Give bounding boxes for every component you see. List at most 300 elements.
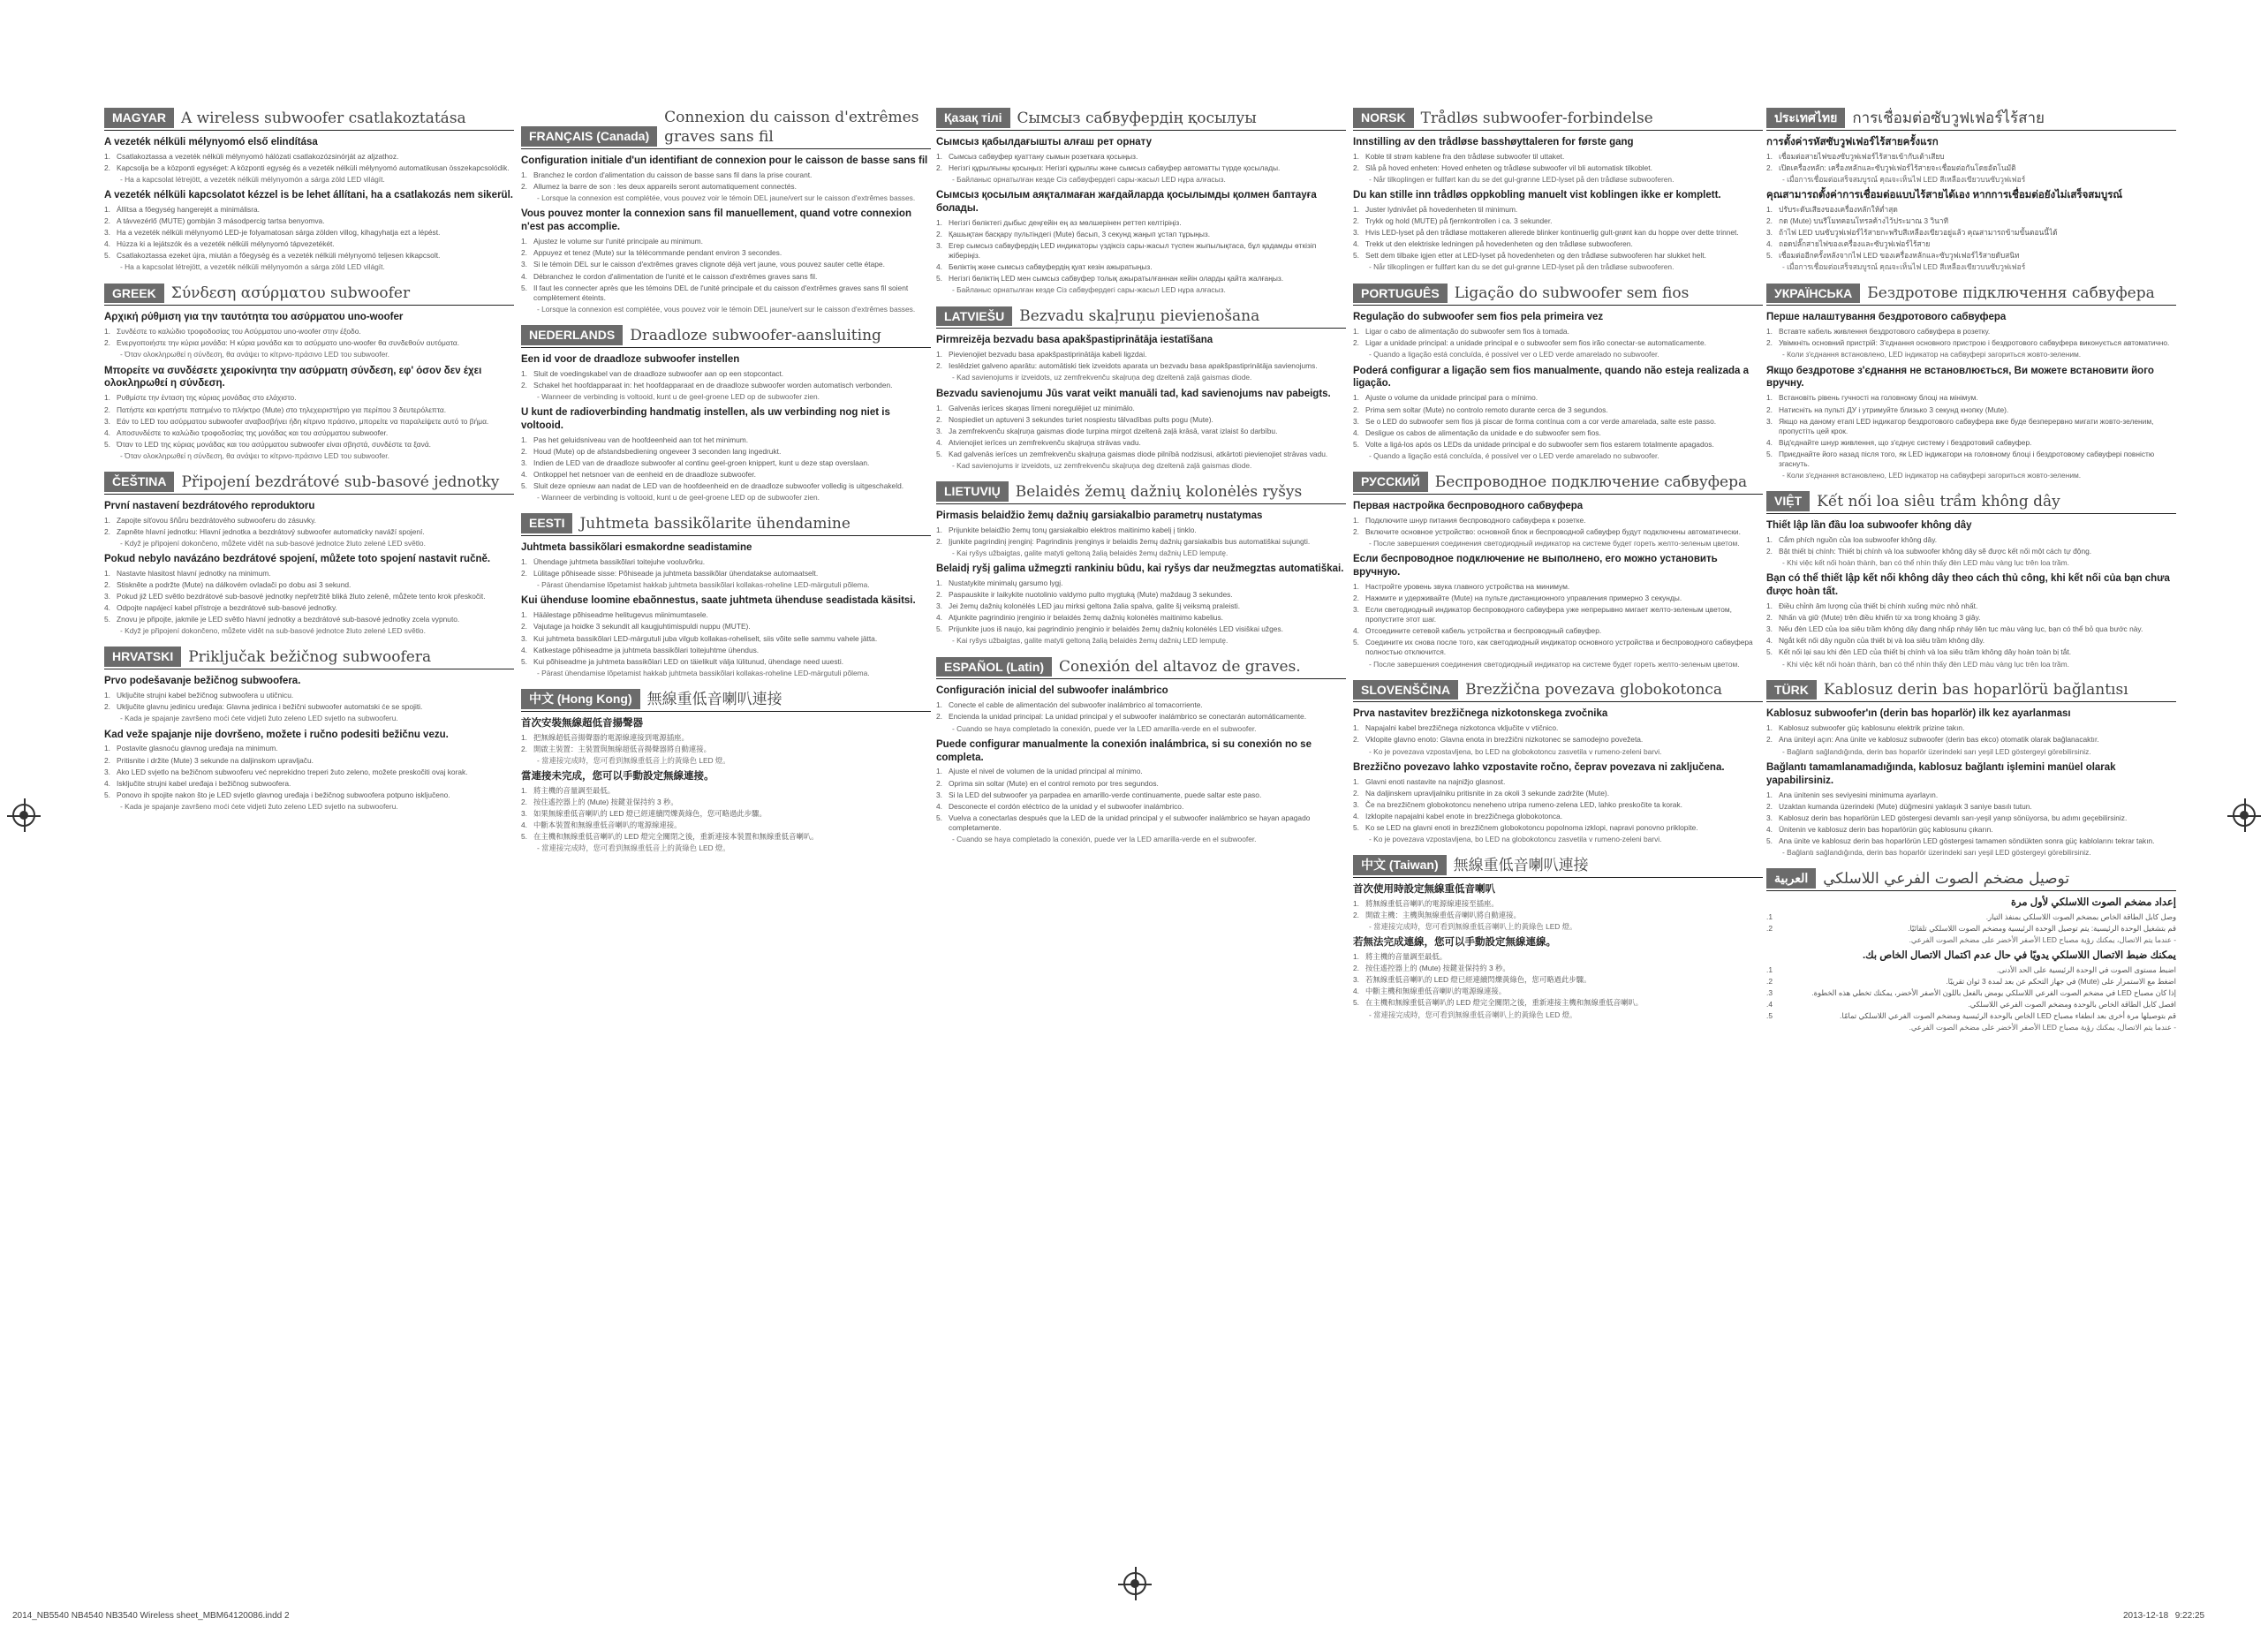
- subheading: Первая настройка беспроводного сабвуфера: [1353, 500, 1584, 511]
- step-text: Від'єднайте шнур живлення, що з'єднує систему і бездротовий сабвуфер.: [1779, 437, 2032, 447]
- section-title: Kết nối loa siêu trầm không dây: [1817, 492, 2060, 510]
- step-item: 2. Включите основное устройство: основной блок и беспроводной сабвуфер будут подключены автоматически.: [1353, 526, 1741, 536]
- step-text: Ενεργοποιήστε την κύρια μονάδα: Η κύρια μονάδα και το ασύρματο uno-woofer θα συνδεθούν αυτόματα.: [117, 338, 460, 348]
- subheading: Innstilling av den trådløse basshøyttaleren for første gang: [1353, 136, 1634, 147]
- step-item: 4. Atjunkite pagrindinio įrenginio ir belaidės žemų dažnių kolonėlės maitinimo kabelius.: [936, 613, 1223, 623]
- step-item: 2. Πατήστε και κρατήστε πατημένο το πλήκτρο (Mute) στο τηλεχειριστήριο για περίπου 3 δευτερόλεπτα.: [104, 405, 447, 414]
- step-list: [1353, 516, 1763, 537]
- language-tag: VIỆT: [1766, 491, 1810, 511]
- step-text: Uključite strujni kabel bežičnog subwoofera u utičnicu.: [117, 691, 294, 700]
- step-text: 開啟主裝置：主裝置與無線超低音揚聲器將自動連接。: [533, 744, 711, 753]
- step-item: 2. A távvezérlő (MUTE) gombján 3 másodpercig tartsa benyomva.: [104, 216, 325, 226]
- column-2: [521, 108, 931, 1521]
- subheading: Якщо бездротове з'єднання не встановлюється, Ви можете встановити його вручну.: [1766, 365, 2154, 389]
- step-item: 2. 開啟主裝置：主裝置與無線超低音揚聲器將自動連接。: [521, 744, 711, 753]
- step-item: 2. Lülitage põhiseade sisse: Põhiseade ja juhtmeta bassikõlar ühendatakse automaatselt.: [521, 569, 819, 579]
- subheading: Сымсыз қосылым аяқталмаған жағдайларда қосылымды қолмен баптауға болады.: [936, 190, 1317, 214]
- step-text: Houd (Mute) op de afstandsbediening ongeveer 3 seconden lang ingedrukt.: [533, 446, 782, 456]
- language-tag: ประเทศไทย: [1766, 108, 1845, 128]
- step-list: [1353, 327, 1763, 348]
- subheading: Pirmasis belaidžio žemų dažnių garsiakalbio parametrų nustatymas: [936, 510, 1263, 521]
- subheading: يمكنك ضبط الاتصال اللاسلكي يدويًا في حال عدم اكتمال الاتصال الخاص بك.: [1862, 950, 2176, 962]
- note-text: - Lorsque la connexion est complétée, vous pouvez voir le témoin DEL jaune/vert sur le caisson d'extrêmes basses.: [537, 304, 916, 314]
- step-text: Nhấn và giữ (Mute) trên điều khiển từ xa trong khoảng 3 giây.: [1779, 613, 1981, 623]
- step-text: 如果無線重低音喇叭的 LED 燈已經連續閃爍黃綠色，您可略過此步驟。: [533, 809, 767, 819]
- step-text: Ha a vezeték nélküli mélynyomó LED-je folyamatosan sárga zölden villog, kihagyhatja ezt a lépést.: [117, 228, 441, 238]
- step-item: 3. Kablosuz derin bas hoparlörün LED göstergesi devamlı sarı-yeşil yanıp sönüyorsa, bu adımı geçebilirsiniz.: [1766, 813, 2128, 822]
- step-list: [521, 610, 931, 666]
- step-text: Включите основное устройство: основной блок и беспроводной сабвуфер будут подключены автоматически.: [1365, 526, 1741, 536]
- step-item: 1. 把無線超低音揚聲器的電源線連接到電源插座。: [521, 732, 689, 742]
- section-title: Ligação do subwoofer sem fios: [1454, 284, 1690, 303]
- step-text: اضغط مع الاستمرار على (Mute) في جهاز التحكم عن بعد لمدة 3 ثوان تقريبًا.: [1946, 977, 2176, 987]
- section-header: [104, 284, 514, 306]
- step-item: 2. Na daljinskem upravljalniku pritisnite in za okoli 3 sekunde zadržite (Mute).: [1353, 788, 1610, 798]
- language-section-norsk-0: [1353, 108, 1763, 273]
- step-list: [936, 526, 1346, 547]
- section-title: Draadloze subwoofer-aansluiting: [630, 326, 881, 344]
- subheading: Thiết lập lần đầu loa subwoofer không dây: [1766, 519, 1972, 531]
- step-text: Glavni enoti nastavite na najnižjo glasnost.: [1365, 776, 1506, 786]
- step-text: Kui põhiseadme ja juhtmeta bassikõlari LED on täielikult välja lülitunud, ühendage need uuesti.: [533, 656, 844, 666]
- step-item: 2. Bật thiết bị chính: Thiết bị chính và loa subwoofer không dây sẽ được kết nối một cách tự động.: [1766, 546, 2092, 556]
- subheading: Configuración inicial del subwoofer inalámbrico: [936, 685, 1168, 697]
- section-title: Сымсыз сабвуфердің қосылуы: [1017, 109, 1257, 127]
- step-item: 2. Appuyez et tenez (Mute) sur la télécommande pendant environ 3 secondes.: [521, 248, 782, 258]
- step-item: 2. Uključite glavnu jedinicu uređaja: Glavna jedinica i bežični subwoofer automatski će se spojiti.: [104, 702, 423, 712]
- step-text: เปิดเครื่องหลัก: เครื่องหลักและซับวูฟเฟอร์ไร้สายจะเชื่อมต่อกันโดยอัตโนมัติ: [1779, 163, 2016, 172]
- step-item: 5. Ponovo ih spojite nakon što je LED svjetlo glavnog uređaja i bežičnog subwoofera potpuno isključeno.: [104, 790, 450, 799]
- step-item: 4. افصل كابل الطاقة الخاص بالوحدة ومضخم الصوت الفرعي اللاسلكي.: [1766, 1000, 2176, 1010]
- section-title: 無線重低音喇叭連接: [646, 690, 782, 708]
- step-item: 4. Isključite strujni kabel uređaja i bežičnog subwoofera.: [104, 778, 291, 788]
- step-text: 將主機的音量調至最低。: [1365, 952, 1448, 962]
- step-text: Όταν το LED της κύριας μονάδας και του ασύρματου subwoofer είναι σβηστά, συνδέστε τα ξανά.: [117, 439, 432, 449]
- language-section-taiwan-4: [1353, 855, 1763, 1020]
- note-text: - Når tilkoplingen er fullført kan du se det gul-grønne LED-lyset på den trådløse subwooferen.: [1369, 262, 1675, 272]
- step-text: Pas het geluidsniveau van de hoofdeenheid aan tot het minimum.: [533, 435, 749, 444]
- step-text: Stiskněte a podržte (Mute) na dálkovém ovladači po dobu asi 3 sekund.: [117, 580, 352, 590]
- language-tag: 中文 (Taiwan): [1353, 855, 1447, 875]
- section-title: Бездротове підключення сабвуфера: [1867, 284, 2155, 303]
- step-text: Znovu je připojte, jakmile je LED světlo hlavní jednotky a bezdrátové sub-basové jednotky zcela vypnuto.: [117, 615, 460, 624]
- subheading: Bạn có thể thiết lập kết nối không dây theo cách thủ công, khi kết nối của bạn chưa được hoàn tất.: [1766, 573, 2170, 598]
- subheading: A vezeték nélküli kapcsolatot kézzel is be lehet állítani, ha a csatlakozás nem sikerül.: [104, 190, 513, 201]
- step-text: Сымсыз сабвуфер қуаттану сымын розеткаға қосыңыз.: [949, 151, 1138, 161]
- section-title: A wireless subwoofer csatlakoztatása: [180, 109, 466, 127]
- step-text: Atvienojiet ierīces un zemfrekvenču skaļruņa strāvas vadu.: [949, 437, 1141, 447]
- subheading: Configuration initiale d'un identifiant de connexion pour le caisson de basse sans fil: [521, 155, 928, 167]
- language-tag: 中文 (Hong Kong): [521, 689, 640, 709]
- subheading: Prvo podešavanje bežičnog subwoofera.: [104, 676, 301, 687]
- step-item: 5. Csatlakoztassa ezeket újra, miután a főegység és a vezeték nélküli mélynyomó teljesen kikapcsolt.: [104, 251, 441, 261]
- note-text: - Když je připojení dokončeno, můžete vidět na sub-basové jednotce žluto zelené LED světlo.: [120, 538, 426, 548]
- step-text: Häälestage põhiseadme helitugevus miinimumtasele.: [533, 610, 708, 620]
- subheading: Перше налаштування бездротового сабвуфера: [1766, 312, 2007, 323]
- note-text: - เมื่อการเชื่อมต่อเสร็จสมบูรณ์ คุณจะเห็นไฟ LED สีเหลืองเขียวบนซับวูฟเฟอร์: [1782, 174, 2026, 184]
- step-list: [1353, 777, 1763, 833]
- step-text: Zapněte hlavní jednotku: Hlavní jednotka a bezdrátový subwoofer automaticky naváží spojení.: [117, 526, 425, 536]
- step-list: [1353, 582, 1763, 658]
- step-text: Slå på hoved enheten: Hoved enheten og trådløse subwoofer vil bli automatisk tilkoblet.: [1365, 163, 1652, 172]
- note-text: - После завершения соединения светодиодный индикатор на системе будет гореть желто-зеленым цветом.: [1369, 659, 1740, 669]
- note-text: - Khi việc kết nối hoàn thành, bạn có thể nhìn thấy đèn LED màu vàng lục trên loa trầm.: [1782, 558, 2069, 568]
- step-list: [1766, 205, 2176, 261]
- step-text: 中斷本裝置和無線重低音喇叭的電源線連接。: [533, 821, 682, 830]
- section-header: [936, 657, 1346, 680]
- step-text: Sluit deze opnieuw aan nadat de LED van de hoofdeenheid en de draadloze subwoofer volledig is uitgeschakeld.: [533, 481, 904, 491]
- step-text: Ajuste el nivel de volumen de la unidad principal al mínimo.: [949, 767, 1143, 776]
- step-item: 1. Cắm phích nguồn của loa subwoofer không dây.: [1766, 534, 1938, 544]
- step-text: Prima sem soltar (Mute) no controlo remoto durante cerca de 3 segundos.: [1365, 405, 1608, 414]
- language-section-t-rk-3: [1766, 680, 2176, 858]
- step-item: 1. Ühendage juhtmeta bassikõlari toitejuhe vooluvõrku.: [521, 557, 706, 567]
- language-tag: MAGYAR: [104, 108, 174, 128]
- step-text: ถ้าไฟ LED บนซับวูฟเฟอร์ไร้สายกะพริบสีเหลืองเขียวอยู่แล้ว คุณสามารถข้ามขั้นตอนนี้ได้: [1779, 228, 2058, 238]
- language-tag: SLOVENŠČINA: [1353, 680, 1458, 700]
- step-list: [104, 152, 514, 173]
- subheading: Brezžično povezavo lahko vzpostavite ročno, čeprav povezava ni zaključena.: [1353, 761, 1725, 773]
- step-item: 1. Ρυθμίστε την ένταση της κύριας μονάδας στο ελάχιστο.: [104, 393, 297, 403]
- step-text: Uzaktan kumanda üzerindeki (Mute) düğmesini yaklaşık 3 saniye basılı tutun.: [1779, 801, 2032, 811]
- language-section-lietuvi-2: [936, 481, 1346, 647]
- column-1: [104, 108, 514, 1521]
- step-item: 5. قم بتوصيلها مرة أخرى بعد انطفاء مصباح LED الخاص بالوحدة الرئيسية ومضخم الصوت الفرعي اللاسلكي تمامًا.: [1766, 1011, 2176, 1021]
- step-item: 5. Volte a ligá-los após os LEDs da unidade principal e do subwoofer sem fios estarem totalmente apagados.: [1353, 439, 1714, 449]
- step-item: 4. 中斷主機和無線重低音喇叭的電源線連接。: [1353, 987, 1507, 996]
- step-text: Встановіть рівень гучності на головному блоці на мінімум.: [1779, 393, 1978, 403]
- step-item: 3. ถ้าไฟ LED บนซับวูฟเฟอร์ไร้สายกะพริบสีเหลืองเขียวอยู่แล้ว คุณสามารถข้ามขั้นตอนนี้ได้: [1766, 228, 2058, 238]
- step-text: Ligar o cabo de alimentação do subwoofer sem fios à tomada.: [1365, 327, 1569, 337]
- step-text: Nospiediet un aptuveni 3 sekundes turiet nospiestu tālvadības pults pogu (Mute).: [949, 414, 1213, 424]
- language-section-magyar-0: [104, 108, 514, 273]
- registration-mark-bottom: [1123, 1572, 1146, 1595]
- language-section-hong-kong-3: [521, 689, 931, 854]
- step-text: Ontkoppel het netsnoer van de eenheid en de draadloze subwoofer.: [533, 470, 756, 480]
- step-item: 5. Sluit deze opnieuw aan nadat de LED van de hoofdeenheid en de draadloze subwoofer volledig is uitgeschakeld.: [521, 481, 904, 491]
- step-item: 1. Zapojte síťovou šňůru bezdrátového subwooferu do zásuvky.: [104, 515, 316, 525]
- step-item: 5. Ko se LED na glavni enoti in brezžičnem globokotoncu popolnoma izklopi, napravi ponovno priklopite.: [1353, 822, 1698, 832]
- section-title: Беспроводное подключение сабвуфера: [1434, 473, 1748, 491]
- step-text: Қашықтан басқару пультіндегі (Mute) басып, 3 секунд жаңып ұстап тұрыңыз.: [949, 229, 1211, 238]
- step-list: [1766, 152, 2176, 173]
- section-header: [104, 647, 514, 669]
- section-title: Brezžična povezava globokotonca: [1465, 681, 1723, 700]
- step-item: 2. Trykk og hold (MUTE) på fjernkontrollen i ca. 3 sekunder.: [1353, 216, 1553, 226]
- language-tag: HRVATSKI: [104, 647, 181, 667]
- step-item: 1. Juster lydnivået på hovedenheten til minimum.: [1353, 204, 1518, 214]
- subheading: คุณสามารถตั้งค่าการเชื่อมต่อแบบไร้สายได้เอง หากการเชื่อมต่อยังไม่เสร็จสมบูรณ์: [1766, 190, 2123, 201]
- step-item: 1. Koble til strøm kablene fra den trådløse subwoofer til uttaket.: [1353, 151, 1565, 161]
- language-tag: NORSK: [1353, 108, 1414, 128]
- section-title: การเชื่อมต่อซับวูฟเฟอร์ไร้สาย: [1852, 109, 2045, 127]
- note-text: - Cuando se haya completado la conexión, puede ver la LED amarilla-verde en el subwoofer.: [952, 723, 1257, 733]
- step-text: Ana üniteyi açın: Ana ünite ve kablosuz subwoofer (derin bas ekco) otomatik olarak bağlanacaktır.: [1779, 735, 2099, 745]
- step-item: 1. Ajuste o volume da unidade principal para o mínimo.: [1353, 393, 1538, 403]
- step-text: Ünitenin ve kablosuz derin bas hoparlörün güç kablosunu çıkarın.: [1779, 824, 1993, 834]
- step-list: [1766, 601, 2176, 657]
- note-text: - Bağlantı sağlandığında, derin bas hoparlör üzerindeki sarı yeşil LED göstergeyi görebilirsiniz.: [1782, 847, 2091, 857]
- step-text: Kết nối lại sau khi đèn LED của thiết bị chính và loa siêu trầm không dây hoàn toàn bị tắt.: [1779, 647, 2072, 657]
- step-item: 5. Prijunkite juos iš naujo, kai pagrindinio įrenginio ir belaidės žemų dažnių kolonėlės LED visiškai užges.: [936, 624, 1283, 634]
- step-text: A távvezérlő (MUTE) gombján 3 másodpercig tartsa benyomva.: [117, 216, 325, 226]
- step-item: 1. Branchez le cordon d'alimentation du caisson de basse sans fil dans la prise courant.: [521, 170, 813, 180]
- step-item: 2. Увімкніть основний пристрій: З'єднання основного пристрою і бездротового сабвуфера виконується автоматично.: [1766, 338, 2170, 348]
- step-item: 2. Oprima sin soltar (Mute) en el control remoto por tres segundos.: [936, 778, 1159, 788]
- step-item: 1. Postavite glasnoću glavnog uređaja na minimum.: [104, 744, 278, 753]
- step-item: 3. 如果無線重低音喇叭的 LED 燈已經連續閃爍黃綠色，您可略過此步驟。: [521, 809, 767, 819]
- subheading: Bağlantı tamamlanamadığında, kablosuz bağlantı işlemini manüel olarak yapabilirsiniz.: [1766, 761, 2116, 786]
- step-text: 將主機的音量調至最低。: [533, 785, 616, 795]
- step-item: 1. Подключите шнур питания беспроводного сабвуфера к розетке.: [1353, 515, 1586, 525]
- step-list: [104, 516, 514, 537]
- language-tag: РУССКИЙ: [1353, 472, 1428, 492]
- step-text: Отсоедините сетевой кабель устройства и беспроводный сабвуфер.: [1365, 626, 1602, 636]
- step-item: 5. Il faut les connecter après que les témoins DEL de l'unité principale et du caisson d'extrêmes graves sans fil soient complètement éteints.: [521, 283, 909, 302]
- subheading: Puede configurar manualmente la conexión inalámbrica, si su conexión no se completa.: [936, 738, 1312, 763]
- step-item: 1. Điều chỉnh âm lượng của thiết bị chính xuống mức nhỏ nhất.: [1766, 601, 1978, 611]
- step-text: Приєднайте його назад після того, як LED індикатори на головному блоці і бездротовому сабвуфері повністю згаснуть.: [1779, 449, 2155, 468]
- step-text: Juster lydnivået på hovedenheten til minimum.: [1365, 204, 1518, 214]
- step-text: Негізгі бөліктегі дыбыс деңгейін ең аз мөлшерінен реттеп келтіріңіз.: [949, 217, 1182, 227]
- language-section-e-tina-2: [104, 472, 514, 637]
- subheading: Pokud nebylo navázáno bezdrátové spojení, můžete toto spojení nastavit ručně.: [104, 553, 491, 564]
- step-item: 2. Kapcsolja be a központi egységet: A központi egység és a vezeték nélküli mélynyomó automatikusan összekapcsolódik.: [104, 163, 510, 172]
- footer-timestamp: 2013-12-18 9:22:25: [2123, 1611, 2205, 1621]
- language-tag: УКРАЇНСЬКА: [1766, 284, 1860, 304]
- step-list: [1766, 790, 2176, 846]
- step-text: Uključite glavnu jedinicu uređaja: Glavna jedinica i bežični subwoofer automatski će se spojiti.: [117, 702, 423, 712]
- step-item: 1. Ajuste el nivel de volumen de la unidad principal al mínimo.: [936, 767, 1143, 776]
- step-text: Prijunkite belaidžio žemų tonų garsiakalbio elektros maitinimo kabelį į tinklo.: [949, 525, 1197, 534]
- step-item: 3. Če na brezžičnem globokotoncu neneheno utripa rumeno-zelena LED, lahko preskočite ta korak.: [1353, 799, 1682, 809]
- step-text: Állítsa a főegység hangerejét a minimálisra.: [117, 204, 260, 214]
- step-item: 2. Ligar a unidade principal: a unidade principal e o subwoofer sem fios irão conectar-se automaticamente.: [1353, 338, 1706, 348]
- step-text: Негізгі бөліктің LED мен сымсыз сабвуфер толық ажыратылғаннан кейін оларды қайта жалғаңыз.: [949, 274, 1284, 284]
- step-item: 3. Kui juhtmeta bassikõlari LED-märgutuli juba vilgub kollakas-roheliselt, siis võite selle sammu vahele jätta.: [521, 633, 878, 643]
- language-tag: العربية: [1766, 868, 1816, 889]
- note-text: - После завершения соединения светодиодный индикатор на системе будет гореть желто-зеленым цветом.: [1369, 538, 1740, 548]
- step-text: กด (Mute) บนรีโมทคอนโทรลค้างไว้ประมาณ 3 วินาที: [1779, 216, 1949, 226]
- step-item: 2. Stiskněte a podržte (Mute) na dálkovém ovladači po dobu asi 3 sekund.: [104, 580, 352, 590]
- note-text: - 當連接完成時，您可看到無線重低音喇叭上的黃綠色 LED 燈。: [1369, 1010, 1577, 1019]
- language-tag: Қазақ тілі: [936, 108, 1010, 128]
- subheading: 首次使用時設定無線重低音喇叭: [1353, 883, 1495, 895]
- note-text: - Kai ryšys užbaigtas, galite matyti geltoną žalią belaidės žemų dažnių LED lemputę.: [952, 548, 1228, 557]
- section-header: [1353, 284, 1763, 306]
- note-text: - Байланыс орнатылған кезде Сіз сабвуфердегі сары-жасыл LED нұра алғасыз.: [952, 285, 1226, 295]
- step-list: [104, 744, 514, 799]
- step-text: Schakel het hoofdapparaat in: het hoofdapparaat en de draadloze subwoofer worden automatisch verbonden.: [533, 380, 893, 389]
- subheading: Belaidį ryšį galima užmegzti rankiniu būdu, kai ryšys dar neužmegztas automatiškai.: [936, 563, 1344, 575]
- step-text: 開啟主機：主機與無線重低音喇叭將自動連接。: [1365, 910, 1521, 919]
- step-item: 2. Ieslēdziet galveno aparātu: automātiski tiek izveidots aparata un bezvadu basa apakšpastiprinātāja savienojums.: [936, 361, 1318, 371]
- language-section-vi-t-2: [1766, 491, 2176, 669]
- step-item: 1. Встановіть рівень гучності на головному блоці на мінімум.: [1766, 393, 1978, 403]
- step-item: 5. Sett dem tilbake igjen etter at LED-lyset på hovedenheten og den trådløse subwooferen har slukket helt.: [1353, 251, 1706, 261]
- step-text: Натисніть на пульті ДУ і утримуйте близько 3 секунд кнопку (Mute).: [1779, 405, 2009, 414]
- subheading: Poderá configurar a ligação sem fios manualmente, quando não esteja realizada a ligação.: [1353, 365, 1750, 389]
- step-item: 3. Ja zemfrekvenču skaļruņa gaismas diode turpina mirgot dzeltenā zaļā krāsā, varat izlaist šo darbību.: [936, 426, 1278, 435]
- step-item: 1. Συνδέστε το καλώδιο τροφοδοσίας του Ασύρματου uno-woofer στην έξοδο.: [104, 327, 361, 337]
- note-text: - Kad savienojums ir izveidots, uz zemfrekvenču skaļruņa deg dzeltenā zaļā gaismas diode.: [952, 373, 1252, 382]
- section-header: [521, 108, 931, 149]
- note-text: - Ko je povezava vzpostavljena, bo LED na globokotoncu zasvetila v rumeno-zeleni barvi.: [1369, 746, 1662, 756]
- step-text: Если светодиодный индикатор беспроводного сабвуфера уже непрерывно мигает желто-зеленым цветом, пропустите этот шаг.: [1365, 605, 1733, 624]
- step-text: Vuelva a conectarlas después que la LED de la unidad principal y el subwoofer inalámbrico se hayan apagado completamente.: [949, 813, 1311, 832]
- step-item: 5. Vuelva a conectarlas después que la LED de la unidad principal y el subwoofer inalámbrico se hayan apagado completamente.: [936, 813, 1311, 832]
- step-item: 4. Débranchez le cordon d'alimentation de l'unité et le caisson d'extrêmes graves sans fil.: [521, 271, 818, 281]
- language-section-lang-1: [1766, 284, 2176, 481]
- step-text: Si la LED del subwoofer ya parpadea en amarillo-verde continuamente, puede saltar este paso.: [949, 790, 1262, 799]
- step-text: Izklopite napajalni kabel enote in brezžičnega globokotonca.: [1365, 811, 1563, 821]
- subheading: Kad veže spajanje nije dovršeno, možete i ručno podesiti bežičnu vezu.: [104, 729, 449, 740]
- language-tag: TÜRK: [1766, 680, 1817, 700]
- note-text: - Lorsque la connexion est complétée, vous pouvez voir le témoin DEL jaune/vert sur le caisson d'extrêmes basses.: [537, 193, 916, 203]
- subheading: Если беспроводное подключение не выполнено, его можно установить вручную.: [1353, 553, 1718, 578]
- step-item: 2. Ενεργοποιήστε την κύρια μονάδα: Η κύρια μονάδα και το ασύρματο uno-woofer θα συνδεθούν αυτόματα.: [104, 338, 460, 348]
- language-tag: LATVIEŠU: [936, 306, 1012, 327]
- step-text: Ajustez le volume sur l'unité principale au minimum.: [533, 237, 703, 246]
- language-section-nederlands-1: [521, 325, 931, 503]
- step-text: Na daljinskem upravljalniku pritisnite in za okoli 3 sekunde zadržite (Mute).: [1365, 788, 1610, 798]
- step-text: Нажмите и удерживайте (Mute) на пульте дистанционного управления примерно 3 секунды.: [1365, 593, 1682, 602]
- note-text: - Коли з'єднання встановлено, LED індикатор на сабвуфері загориться жовто-зеленим.: [1782, 471, 2082, 480]
- note-text: - Cuando se haya completado la conexión, puede ver la LED amarilla-verde en el subwoofer.: [952, 835, 1257, 844]
- note-text: - Når tilkoplingen er fullført kan du se det gul-grønne LED-lyset på den trådløse subwooferen.: [1369, 174, 1675, 184]
- step-list: [1353, 152, 1763, 173]
- step-item: 1. Негізгі бөліктегі дыбыс деңгейін ең аз мөлшерінен реттеп келтіріңіз.: [936, 217, 1182, 227]
- step-list: [936, 767, 1346, 833]
- section-header: [521, 325, 931, 348]
- step-item: 2. Prima sem soltar (Mute) no controlo remoto durante cerca de 3 segundos.: [1353, 405, 1608, 414]
- step-text: Αποσυνδέστε το καλώδιο τροφοδοσίας της μονάδας και του ασύρματου subwoofer.: [117, 427, 389, 437]
- section-title: Priključak bežičnog subwoofera: [188, 648, 432, 667]
- step-list: [104, 691, 514, 712]
- step-text: Вставте кабель живлення бездротового сабвуфера в розетку.: [1779, 327, 1991, 337]
- step-list: [936, 404, 1346, 459]
- step-list: [521, 786, 931, 842]
- step-item: 3. Si le témoin DEL sur le caisson d'extrêmes graves clignote déjà vert jaune, vous pouvez sauter cette étape.: [521, 260, 885, 269]
- step-text: Volte a ligá-los após os LEDs da unidade principal e do subwoofer sem fios estarem totalmente apagados.: [1365, 439, 1714, 449]
- step-item: 1. Galvenās ierīces skaņas līmeni noregulējiet uz minimālo.: [936, 403, 1135, 412]
- step-item: 3. Hvis LED-lyset på den trådløse mottakeren allerede blinker kontinuerlig gult-grønt kan du hoppe over dette trinnet.: [1353, 228, 1739, 238]
- step-item: 2. 按住遙控器上的 (Mute) 按鍵並保持約 3 秒。: [1353, 964, 1510, 973]
- step-list: [936, 218, 1346, 284]
- step-text: Συνδέστε το καλώδιο τροφοδοσίας του Ασύρματου uno-woofer στην έξοδο.: [117, 327, 361, 337]
- step-item: 1. Ana ünitenin ses seviyesini minimuma ayarlayın.: [1766, 790, 1939, 799]
- section-title: Trådløs subwoofer-forbindelse: [1420, 109, 1653, 127]
- step-item: 5. Kad galvenās ierīces un zemfrekvenču skaļruņa gaismas diode pilnībā nodzisusi, atkārtoti pievienojiet strāvas vadu.: [936, 449, 1328, 458]
- step-item: 5. Kui põhiseadme ja juhtmeta bassikõlari LED on täielikult välja lülitunud, ühendage need uuesti.: [521, 656, 844, 666]
- step-item: 4. Від'єднайте шнур живлення, що з'єднує систему і бездротовий сабвуфер.: [1766, 437, 2032, 447]
- step-item: 5. Ana ünite ve kablosuz derin bas hoparlörün LED göstergesi tamamen söndükten sonra güç kablolarını tekrar takın.: [1766, 836, 2155, 845]
- step-list: [936, 350, 1346, 371]
- step-item: 3. Ha a vezeték nélküli mélynyomó LED-je folyamatosan sárga zölden villog, kihagyhatja ezt a lépést.: [104, 228, 441, 238]
- step-text: Sluit de voedingskabel van de draadloze subwoofer aan op een stopcontact.: [533, 368, 784, 378]
- subheading: Bezvadu savienojumu Jūs varat veikt manuāli tad, kad savienojums nav pabeigts.: [936, 388, 1331, 399]
- step-item: 1. Kablosuz subwoofer güç kablosunu elektrik prizine takın.: [1766, 723, 1965, 733]
- language-section-lang-0: [1766, 108, 2176, 273]
- step-list: [521, 237, 931, 303]
- section-title: Bezvadu skaļruņu pievienošana: [1019, 307, 1260, 326]
- step-item: 4. Ünitenin ve kablosuz derin bas hoparlörün güç kablosunu çıkarın.: [1766, 824, 1993, 834]
- step-item: 4. Trekk ut den elektriske ledningen på hovedenheten og den trådløse subwooferen.: [1353, 239, 1633, 249]
- step-text: Ajuste o volume da unidade principal para o mínimo.: [1365, 393, 1538, 403]
- note-text: - Ha a kapcsolat létrejött, a vezeték nélküli mélynyomón a sárga zöld LED világít.: [120, 174, 385, 184]
- step-text: เชื่อมต่อสายไฟของซับวูฟเฟอร์ไร้สายเข้ากับเต้าเสียบ: [1779, 151, 1945, 161]
- step-item: 1. Pas het geluidsniveau van de hoofdeenheid aan tot het minimum.: [521, 435, 749, 444]
- step-item: 2. Uzaktan kumanda üzerindeki (Mute) düğmesini yaklaşık 3 saniye basılı tutun.: [1766, 801, 2032, 811]
- subheading: U kunt de radioverbinding handmatig instellen, als uw verbinding nog niet is voltooid.: [521, 406, 890, 431]
- note-text: - Όταν ολοκληρωθεί η σύνδεση, θα ανάψει το κίτρινο-πράσινο LED του subwoofer.: [120, 450, 389, 460]
- step-item: 4. Desligue os cabos de alimentação da unidade e do subwoofer sem fios.: [1353, 427, 1601, 437]
- section-header: [1766, 491, 2176, 514]
- language-section-fran-ais-canada-0: [521, 108, 931, 314]
- step-text: Kablosuz derin bas hoparlörün LED göstergesi devamlı sarı-yeşil yanıp sönüyorsa, bu adımı geçebilirsiniz.: [1779, 813, 2128, 822]
- step-item: 1. اضبط مستوى الصوت في الوحدة الرئيسية على الحد الأدنى.: [1766, 965, 2176, 975]
- step-item: 1. ปรับระดับเสียงของเครื่องหลักให้ต่ำสุด: [1766, 204, 1898, 214]
- step-text: Негізгі құрылғыны қосыңыз: Негізгі құрылғы және сымсыз сабвуфер автоматты түрде қосылады.: [949, 163, 1281, 172]
- step-item: 2. Įjunkite pagrindinį įrenginį: Pagrindinis įrenginys ir belaidis žemų dažnių garsiakalbis bus automatiškai sujungti.: [936, 536, 1311, 546]
- registration-mark-left: [12, 804, 35, 827]
- step-item: 3. Якщо на даному етапі LED індикатор бездротового сабвуфера вже буде безперервно мигати жовто-зеленим, пропустіть цей крок.: [1766, 416, 2154, 435]
- step-text: Увімкніть основний пристрій: З'єднання основного пристрою і бездротового сабвуфера виконується автоматично.: [1779, 338, 2170, 348]
- step-list: [104, 569, 514, 624]
- step-list: [521, 170, 931, 192]
- step-item: 4. ถอดปลั๊กสายไฟของเครื่องและซับวูฟเฟอร์ไร้สาย: [1766, 239, 1931, 249]
- step-text: Indien de LED van de draadloze subwoofer al continu geel-groen knippert, kunt u deze stap overslaan.: [533, 458, 870, 468]
- note-text: - Ha a kapcsolat létrejött, a vezeték nélküli mélynyomón a sárga zöld LED világít.: [120, 262, 385, 272]
- step-item: 3. Se o LED do subwoofer sem fios já piscar de forma contínua com a cor verde amarelada, salte este passo.: [1353, 416, 1717, 426]
- step-text: Điều chỉnh âm lượng của thiết bị chính xuống mức nhỏ nhất.: [1779, 601, 1978, 611]
- section-title: Conexión del altavoz de graves.: [1059, 658, 1301, 677]
- section-title: 無線重低音喇叭連接: [1453, 856, 1589, 874]
- step-text: 按住遙控器上的 (Mute) 按鍵並保持約 3 秒。: [1365, 964, 1510, 973]
- step-text: قم بتوصيلها مرة أخرى بعد انطفاء مصباح LED الخاص بالوحدة الرئيسية ومضخم الصوت الفرعي اللاسلكي تمامًا.: [1840, 1011, 2176, 1021]
- step-item: 1. 將主機的音量調至最低。: [521, 785, 616, 795]
- step-item: 2. เปิดเครื่องหลัก: เครื่องหลักและซับวูฟเฟอร์ไร้สายจะเชื่อมต่อกันโดยอัตโนมัติ: [1766, 163, 2016, 172]
- subheading: Een id voor de draadloze subwoofer instellen: [521, 353, 740, 365]
- step-text: Kui juhtmeta bassikõlari LED-märgutuli juba vilgub kollakas-roheliselt, siis võite selle sammu vahele jätta.: [533, 633, 878, 643]
- step-list: [1766, 393, 2176, 469]
- step-list: [104, 327, 514, 348]
- language-section-espa-ol-latin-3: [936, 657, 1346, 845]
- step-text: Pievienojiet bezvadu basa apakšpastiprinātāja kabeli ligzdai.: [949, 350, 1147, 359]
- subheading: Сымсыз қабылдағышты алғаш рет орнату: [936, 136, 1152, 147]
- note-text: - عندما يتم الاتصال، يمكنك رؤية مصباح LED الأصفر الأخضر على مضخم الصوت الفرعي.: [1909, 934, 2176, 944]
- step-item: 1. Nustatykite minimalų garsumo lygį.: [936, 579, 1063, 588]
- step-text: Postavite glasnoću glavnog uređaja na minimum.: [117, 744, 278, 753]
- step-text: Vklopite glavno enoto: Glavna enota in brezžični nizkotonec se samodejno povežeta.: [1365, 735, 1644, 745]
- step-text: Si le témoin DEL sur le caisson d'extrêmes graves clignote déjà vert jaune, vous pouvez sauter cette étape.: [533, 260, 885, 269]
- note-text: - Když je připojení dokončeno, můžete vidět na sub-basové jednotce žluto zelené LED světlo.: [120, 626, 426, 636]
- footer-file-name: 2014_NB5540 NB4540 NB3540 Wireless sheet_MBM64120086.indd 2: [12, 1611, 290, 1621]
- step-item: 2. Қашықтан басқару пультіндегі (Mute) басып, 3 секунд жаңып ұстап тұрыңыз.: [936, 229, 1211, 238]
- step-text: Paspauskite ir laikykite nuotolinio valdymo pulto mygtuką (Mute) maždaug 3 sekundes.: [949, 590, 1233, 600]
- step-text: Ngắt kết nối dây nguồn của thiết bị và loa siêu trầm không dây.: [1779, 636, 1985, 646]
- note-text: - عندما يتم الاتصال، يمكنك رؤية مصباح LED الأصفر الأخضر على مضخم الصوت الفرعي.: [1909, 1023, 2176, 1032]
- step-text: Débranchez le cordon d'alimentation de l'unité et le caisson d'extrêmes graves sans fil.: [533, 271, 818, 281]
- subheading: První nastavení bezdrátového reproduktoru: [104, 500, 315, 511]
- step-item: 2. Nospiediet un aptuveni 3 sekundes turiet nospiestu tālvadības pults pogu (Mute).: [936, 414, 1213, 424]
- step-item: 2. Schakel het hoofdapparaat in: het hoofdapparaat en de draadloze subwoofer worden automatisch verbonden.: [521, 380, 893, 389]
- language-section-greek-1: [104, 284, 514, 461]
- language-tag: NEDERLANDS: [521, 325, 623, 345]
- step-item: 3. Si la LED del subwoofer ya parpadea en amarillo-verde continuamente, puede saltar este paso.: [936, 790, 1262, 799]
- section-header: [104, 108, 514, 131]
- step-list: [1353, 952, 1763, 1008]
